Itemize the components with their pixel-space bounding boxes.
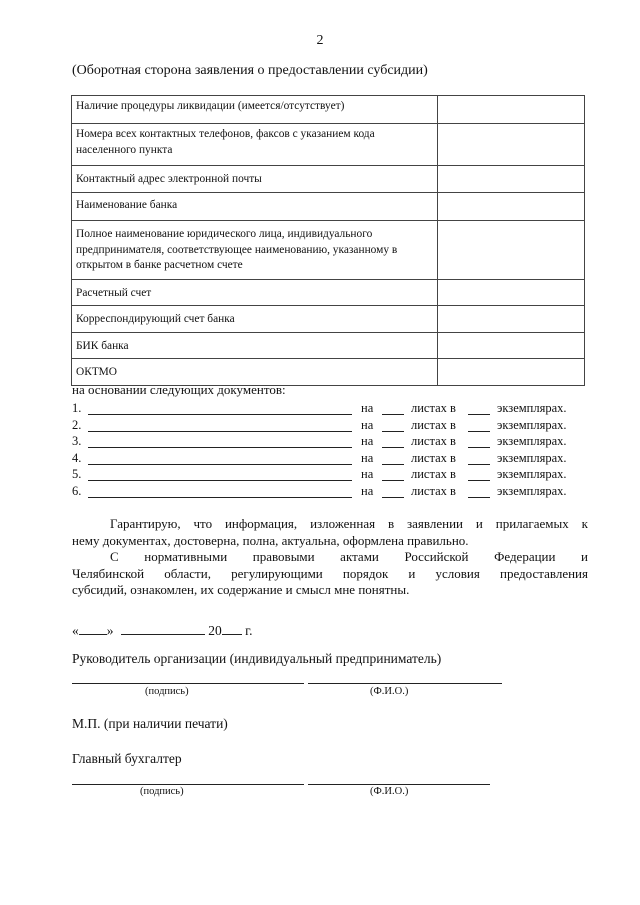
row-label: Контактный адрес электронной почты [72, 166, 438, 193]
doc-copies-blank[interactable] [468, 497, 490, 498]
year-blank[interactable] [222, 634, 242, 635]
row-value [437, 333, 584, 359]
row-label: Корреспондирующий счет банка [72, 306, 438, 333]
doc-sheets-label: листах в [411, 401, 456, 415]
doc-name-blank[interactable] [88, 414, 352, 415]
table-row [72, 280, 585, 306]
row-value [437, 280, 584, 306]
doc-sheets-label: листах в [411, 418, 456, 432]
head-name-line[interactable] [308, 683, 502, 684]
year-suffix: г. [245, 623, 253, 638]
doc-sheets-blank[interactable] [382, 431, 404, 432]
doc-name-blank[interactable] [88, 447, 352, 448]
row-label: ОКТМО [72, 359, 438, 386]
acknowledgement-line: Челябинской области, регулирующими порядок и условия предоставления [72, 565, 588, 581]
row-label: Наличие процедуры ликвидации (имеется/отсутствует) [72, 96, 438, 124]
accountant-title: Главный бухгалтер [72, 751, 182, 766]
doc-sheets-blank[interactable] [382, 480, 404, 481]
guarantee-paragraph [72, 516, 588, 549]
doc-na-label: на [361, 484, 374, 498]
doc-na-label: на [361, 401, 374, 415]
name-caption: (Ф.И.О.) [370, 786, 409, 797]
doc-na-label: на [361, 467, 374, 481]
date-open-quote: « [72, 623, 79, 638]
document-row [72, 451, 584, 466]
table-row [72, 96, 585, 124]
table-row [72, 193, 585, 221]
doc-copies-blank[interactable] [468, 414, 490, 415]
documents-intro: на основании следующих документов: [72, 382, 286, 397]
doc-number: 3. [72, 434, 82, 448]
doc-sheets-label: листах в [411, 434, 456, 448]
guarantee-line: Гарантирую, что информация, изложенная в заявлении и прилагаемых к [110, 516, 588, 531]
document-row [72, 418, 584, 433]
head-signature-line[interactable] [72, 683, 304, 684]
name-caption: (Ф.И.О.) [370, 686, 409, 697]
date-line [72, 623, 253, 639]
doc-copies-blank[interactable] [468, 431, 490, 432]
doc-name-blank[interactable] [88, 431, 352, 432]
table-row [72, 221, 585, 280]
accountant-name-line[interactable] [308, 784, 490, 785]
doc-copies-label: экземплярах. [497, 467, 567, 481]
row-value [437, 193, 584, 221]
table-row [72, 306, 585, 333]
document-row [72, 467, 584, 482]
doc-sheets-blank[interactable] [382, 447, 404, 448]
row-label: Номера всех контактных телефонов, факсов с указанием кода населенного пункта [72, 124, 438, 166]
month-blank[interactable] [121, 634, 205, 635]
doc-copies-blank[interactable] [468, 464, 490, 465]
doc-sheets-label: листах в [411, 467, 456, 481]
acknowledgement-paragraph [72, 549, 588, 599]
acknowledgement-line: субсидий, ознакомлен, их содержание и смысл мне понятны. [72, 582, 410, 597]
doc-na-label: на [361, 418, 374, 432]
signature-caption: (подпись) [145, 686, 189, 697]
doc-copies-label: экземплярах. [497, 451, 567, 465]
doc-sheets-blank[interactable] [382, 414, 404, 415]
row-value [437, 166, 584, 193]
row-label: Расчетный счет [72, 280, 438, 306]
accountant-signature-line[interactable] [72, 784, 304, 785]
doc-na-label: на [361, 434, 374, 448]
doc-copies-label: экземплярах. [497, 401, 567, 415]
doc-na-label: на [361, 451, 374, 465]
date-close-quote: » [106, 623, 114, 638]
row-label: БИК банка [72, 333, 438, 359]
doc-number: 1. [72, 401, 82, 415]
row-value [437, 124, 584, 166]
table-row [72, 124, 585, 166]
doc-name-blank[interactable] [88, 464, 352, 465]
doc-copies-label: экземплярах. [497, 484, 567, 498]
document-row [72, 401, 584, 416]
stamp-note: М.П. (при наличии печати) [72, 716, 228, 731]
doc-sheets-label: листах в [411, 451, 456, 465]
doc-name-blank[interactable] [88, 480, 352, 481]
doc-name-blank[interactable] [88, 497, 352, 498]
doc-copies-label: экземплярах. [497, 418, 567, 432]
document-row [72, 484, 584, 499]
row-label: Наименование банка [72, 193, 438, 221]
page-number: 2 [316, 33, 324, 48]
day-blank[interactable] [79, 634, 107, 635]
doc-sheets-label: листах в [411, 484, 456, 498]
year-prefix: 20 [208, 623, 222, 638]
row-value [437, 96, 584, 124]
table-row [72, 166, 585, 193]
guarantee-line: нему документах, достоверна, полна, актуальна, оформлена правильно. [72, 532, 469, 548]
doc-number: 6. [72, 484, 82, 498]
bank-details-table [71, 95, 585, 386]
head-title: Руководитель организации (индивидуальный предприниматель) [72, 651, 442, 666]
doc-number: 4. [72, 451, 82, 465]
row-label: Полное наименование юридического лица, индивидуального предпринимателя, соответствующее наименованию, указанному в открытом в банке расчетном счете [72, 221, 438, 280]
table-row [72, 333, 585, 359]
acknowledgement-line: С нормативными правовыми актами Российской Федерации и [110, 549, 588, 564]
signature-caption: (подпись) [140, 786, 184, 797]
doc-number: 2. [72, 418, 82, 432]
doc-sheets-blank[interactable] [382, 464, 404, 465]
document-row [72, 434, 584, 449]
doc-sheets-blank[interactable] [382, 497, 404, 498]
row-value [437, 306, 584, 333]
doc-copies-blank[interactable] [468, 447, 490, 448]
row-value [437, 359, 584, 386]
doc-number: 5. [72, 467, 82, 481]
page-subtitle: (Оборотная сторона заявления о предоставлении субсидии) [72, 63, 428, 78]
doc-copies-label: экземплярах. [497, 434, 567, 448]
row-value [437, 221, 584, 280]
doc-copies-blank[interactable] [468, 480, 490, 481]
